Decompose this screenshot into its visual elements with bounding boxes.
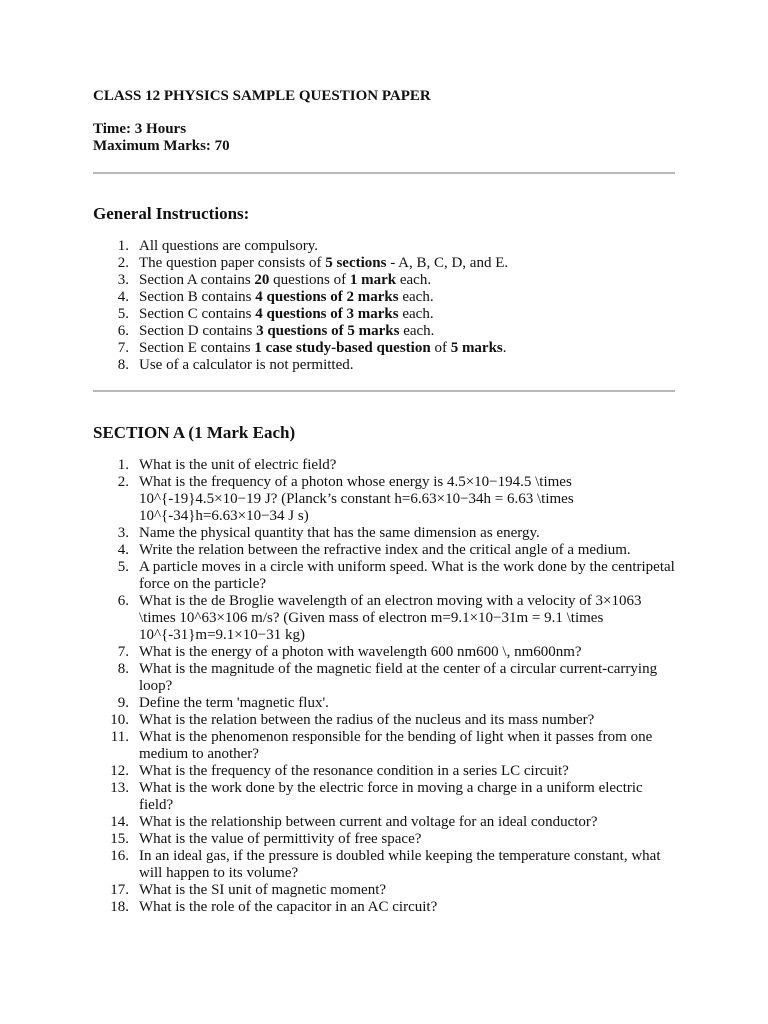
- question-item: [93, 695, 675, 712]
- question-item: [93, 457, 675, 474]
- section-a-heading: SECTION A (1 Mark Each): [93, 423, 296, 442]
- instruction-item: [93, 272, 675, 289]
- question-number: 18.: [110, 899, 129, 915]
- question-text: Define the term 'magnetic flux'.: [139, 695, 329, 711]
- question-text: Name the physical quantity that has the same dimension as energy.: [139, 525, 540, 541]
- question-number: 13.: [110, 780, 129, 796]
- instruction-text: Section B contains: [139, 289, 256, 305]
- question-text: What is the magnitude of the magnetic field at the center of a circular current-carrying loop?: [139, 661, 658, 694]
- question-text: What is the SI unit of magnetic moment?: [139, 882, 387, 898]
- instruction-text: each.: [396, 272, 432, 288]
- instruction-text: All questions are compulsory.: [139, 238, 318, 254]
- general-instructions-heading: General Instructions:: [93, 204, 250, 223]
- question-item: [93, 882, 675, 899]
- question-number: 11.: [110, 729, 129, 745]
- question-item: [93, 899, 675, 916]
- question-item: [93, 780, 675, 814]
- question-text: What is the de Broglie wavelength of an electron moving with a velocity of 3×1063 \times 10^63×106 m/s? (Given mass of electron m=9.1×10−31m = 9.1 \times 10^{-31}m=9.1×10−31 kg): [139, 593, 642, 643]
- question-number: 5.: [117, 559, 129, 575]
- question-item: [93, 474, 675, 525]
- instruction-text: Section C contains: [139, 306, 256, 322]
- question-item: [93, 763, 675, 780]
- instruction-text: of: [430, 340, 451, 356]
- question-item: [93, 559, 675, 593]
- instruction-emphasis: 3 questions of 5 marks: [256, 323, 400, 339]
- instruction-item: [93, 238, 675, 255]
- instruction-item: [93, 340, 675, 357]
- question-number: 7.: [117, 644, 129, 660]
- question-number: 1.: [117, 457, 129, 473]
- question-number: 16.: [110, 848, 129, 864]
- instruction-item: [93, 255, 675, 272]
- instruction-text: - A, B, C, D, and E.: [386, 255, 509, 271]
- question-text: Write the relation between the refractive index and the critical angle of a medium.: [139, 542, 631, 558]
- question-text: What is the frequency of the resonance condition in a series LC circuit?: [139, 763, 569, 779]
- question-item: [93, 848, 675, 882]
- question-text: What is the relationship between current and voltage for an ideal conductor?: [139, 814, 598, 830]
- time-line: Time: 3 Hours: [93, 121, 187, 137]
- instruction-emphasis: 5 marks: [450, 340, 503, 356]
- instruction-item: [93, 323, 675, 340]
- instruction-number: 3.: [117, 272, 129, 288]
- question-text: What is the phenomenon responsible for the bending of light when it passes from one medium to another?: [139, 729, 653, 762]
- instruction-text: Section E contains: [139, 340, 255, 356]
- paper-title: CLASS 12 PHYSICS SAMPLE QUESTION PAPER: [93, 88, 431, 104]
- instruction-emphasis: 4 questions of 3 marks: [255, 306, 399, 322]
- question-number: 10.: [110, 712, 129, 728]
- question-item: [93, 542, 675, 559]
- question-item: [93, 712, 675, 729]
- general-instructions-list: [93, 238, 675, 374]
- question-item: [93, 593, 675, 644]
- question-text: What is the unit of electric field?: [139, 457, 337, 473]
- question-number: 14.: [110, 814, 129, 830]
- instruction-number: 8.: [117, 357, 129, 373]
- document-page: [93, 88, 675, 916]
- instruction-number: 1.: [117, 238, 129, 254]
- instruction-text: .: [502, 340, 507, 356]
- instruction-text: Section D contains: [139, 323, 257, 339]
- instruction-text: Use of a calculator is not permitted.: [139, 357, 354, 373]
- max-marks-line: Maximum Marks: 70: [93, 138, 230, 154]
- question-text: In an ideal gas, if the pressure is doubled while keeping the temperature constant, what will happen to its volume?: [139, 848, 661, 881]
- instruction-number: 6.: [117, 323, 129, 339]
- question-number: 8.: [117, 661, 129, 677]
- instruction-number: 4.: [117, 289, 129, 305]
- instruction-item: [93, 357, 675, 374]
- divider: [93, 172, 675, 174]
- instruction-text: each.: [398, 306, 434, 322]
- section-a-question-list: [93, 457, 675, 916]
- instruction-emphasis: 1 mark: [349, 272, 397, 288]
- divider: [93, 390, 675, 392]
- instruction-emphasis: 5 sections: [325, 255, 387, 271]
- instruction-text: each.: [399, 323, 435, 339]
- question-text: What is the work done by the electric force in moving a charge in a uniform electric field?: [139, 780, 643, 813]
- question-number: 6.: [117, 593, 129, 609]
- question-item: [93, 525, 675, 542]
- question-item: [93, 661, 675, 695]
- question-text: What is the energy of a photon with wavelength 600 nm600 \, nm600nm?: [139, 644, 582, 660]
- instruction-item: [93, 289, 675, 306]
- question-item: [93, 831, 675, 848]
- paper-meta: [93, 121, 675, 155]
- instruction-emphasis: 4 questions of 2 marks: [255, 289, 399, 305]
- question-number: 12.: [110, 763, 129, 779]
- question-item: [93, 729, 675, 763]
- question-text: What is the frequency of a photon whose energy is 4.5×10−194.5 \times 10^{-19}4.5×10−19 J? (Planck’s constant h=6.63×10−34h = 6.63 \times 10^{-34}h=6.63×10−34 J s): [139, 474, 574, 524]
- question-text: What is the relation between the radius of the nucleus and its mass number?: [139, 712, 595, 728]
- question-text: What is the role of the capacitor in an AC circuit?: [139, 899, 438, 915]
- question-number: 3.: [117, 525, 129, 541]
- instruction-text: questions of: [269, 272, 350, 288]
- instruction-emphasis: 1 case study-based question: [254, 340, 431, 356]
- instruction-number: 5.: [117, 306, 129, 322]
- instruction-text: each.: [398, 289, 434, 305]
- instruction-text: Section A contains: [139, 272, 255, 288]
- question-text: A particle moves in a circle with uniform speed. What is the work done by the centripetal force on the particle?: [139, 559, 675, 592]
- question-text: What is the value of permittivity of free space?: [139, 831, 422, 847]
- question-number: 2.: [117, 474, 129, 490]
- question-item: [93, 644, 675, 661]
- question-item: [93, 814, 675, 831]
- instruction-number: 7.: [117, 340, 129, 356]
- instruction-text: The question paper consists of: [139, 255, 326, 271]
- instruction-emphasis: 20: [254, 272, 270, 288]
- question-number: 4.: [117, 542, 129, 558]
- instruction-number: 2.: [117, 255, 129, 271]
- instruction-item: [93, 306, 675, 323]
- question-number: 15.: [110, 831, 129, 847]
- question-number: 17.: [110, 882, 129, 898]
- question-number: 9.: [117, 695, 129, 711]
